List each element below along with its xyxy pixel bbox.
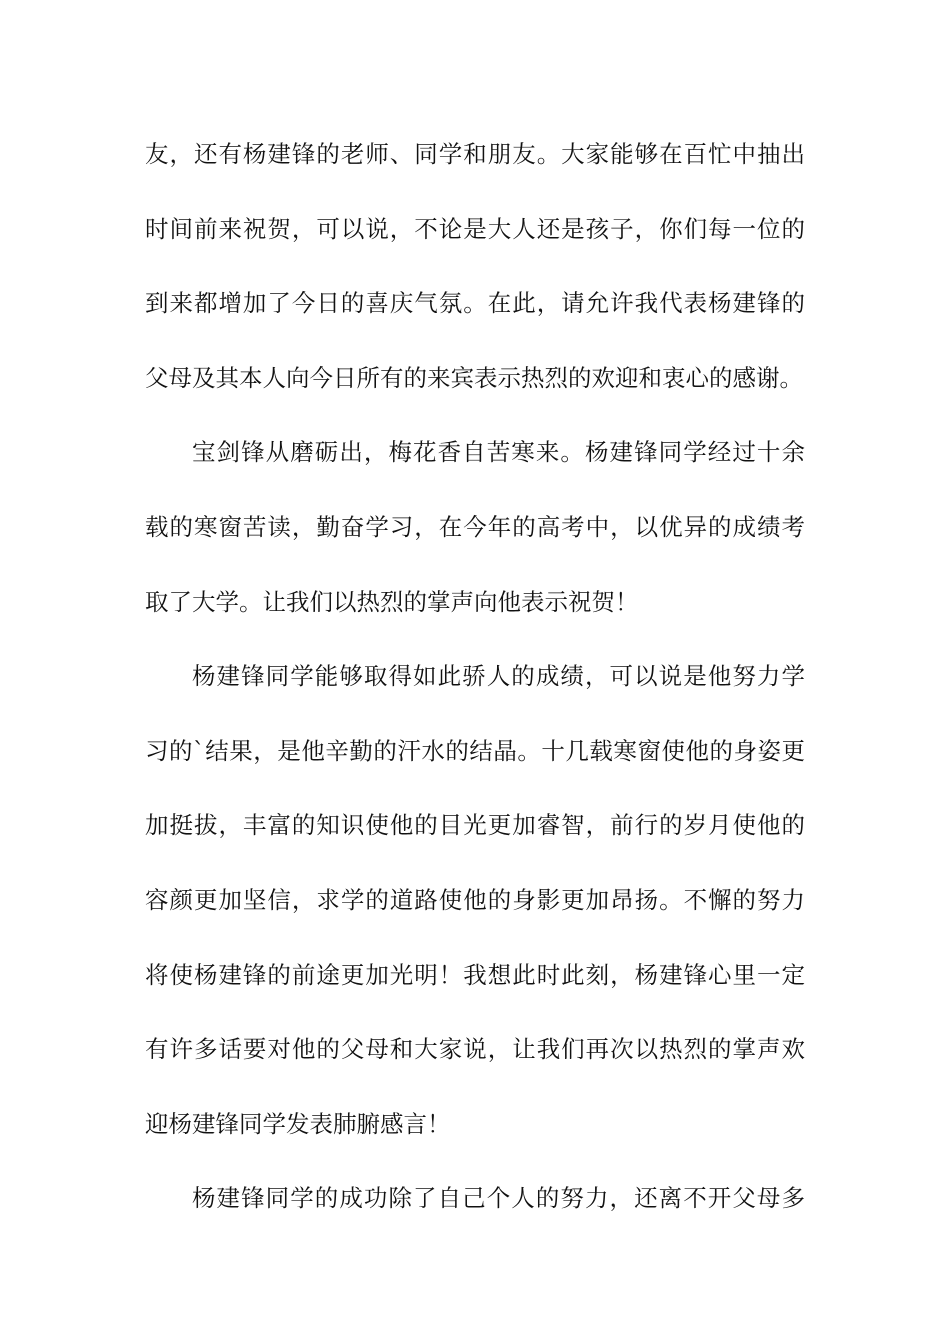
text-line: 将使杨建锋的前途更加光明！我想此时此刻，杨建锋心里一定 [145, 960, 805, 989]
document-body [145, 130, 805, 1249]
text-line: 加挺拔，丰富的知识使他的目光更加睿智，前行的岁月使他的 [145, 811, 805, 840]
text-line: 时间前来祝贺，可以说，不论是大人还是孩子，你们每一位的 [145, 214, 805, 243]
text-line: 杨建锋同学能够取得如此骄人的成绩，可以说是他努力学 [192, 662, 805, 691]
text-line: 容颜更加坚信，求学的道路使他的身影更加昂扬。不懈的努力 [145, 885, 805, 914]
text-line: 习的`结果，是他辛勤的汗水的结晶。十几载寒窗使他的身姿更 [145, 736, 805, 765]
text-line: 宝剑锋从磨砺出，梅花香自苦寒来。杨建锋同学经过十余 [192, 438, 805, 467]
text-line: 杨建锋同学的成功除了自己个人的努力，还离不开父母多 [192, 1184, 805, 1213]
text-line: 有许多话要对他的父母和大家说，让我们再次以热烈的掌声欢 [145, 1035, 805, 1064]
text-line: 友，还有杨建锋的老师、同学和朋友。大家能够在百忙中抽出 [145, 140, 805, 168]
text-line: 迎杨建锋同学发表肺腑感言！ [145, 1109, 451, 1138]
text-line: 取了大学。让我们以热烈的掌声向他表示祝贺！ [145, 587, 639, 616]
text-line: 到来都增加了今日的喜庆气氛。在此，请允许我代表杨建锋的 [145, 289, 805, 318]
text-line: 载的寒窗苦读，勤奋学习，在今年的高考中，以优异的成绩考 [145, 512, 805, 541]
text-line: 父母及其本人向今日所有的来宾表示热烈的欢迎和衷心的感谢。 [145, 363, 803, 392]
